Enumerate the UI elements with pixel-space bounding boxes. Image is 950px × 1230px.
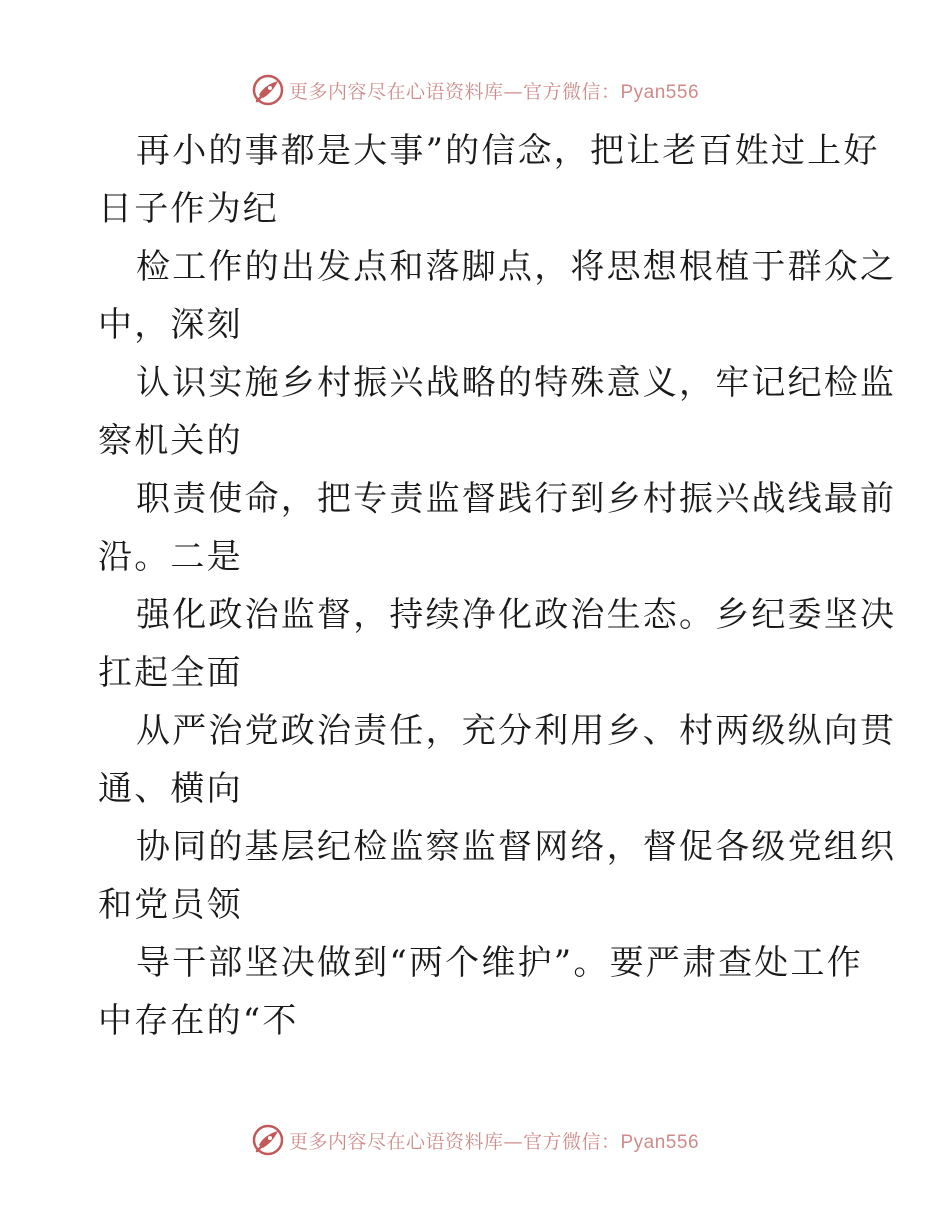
text-line: 沿。二是 — [98, 537, 243, 577]
text-line: 中存在的“不 — [98, 1001, 299, 1041]
watermark-text: 更多内容尽在心语资料库—官方微信：Pyan556 — [288, 1130, 700, 1153]
watermark-text: 更多内容尽在心语资料库—官方微信：Pyan556 — [288, 80, 700, 103]
text-line: 日子作为纪 — [98, 189, 279, 229]
text-line: 通、横向 — [98, 769, 243, 809]
text-line: 职责使命，把专责监督践行到乡村振兴战线最前 — [136, 479, 897, 519]
text-line: 检工作的出发点和落脚点，将思想根植于群众之 — [136, 247, 897, 287]
pen-nib-logo-icon — [251, 1123, 285, 1157]
text-line: 再小的事都是大事”的信念，把让老百姓过上好 — [136, 131, 880, 171]
text-line: 认识实施乡村振兴战略的特殊意义，牢记纪检监 — [136, 363, 897, 403]
text-line: 强化政治监督，持续净化政治生态。乡纪委坚决 — [136, 595, 897, 635]
document-body — [98, 122, 897, 1050]
text-line: 察机关的 — [98, 421, 243, 461]
text-line: 扛起全面 — [98, 653, 243, 693]
watermark-wechat-id: Pyan556 — [620, 81, 700, 103]
header-watermark — [0, 70, 950, 110]
watermark-wechat-id: Pyan556 — [620, 1131, 700, 1153]
text-line: 从严治党政治责任，充分利用乡、村两级纵向贯 — [136, 711, 897, 751]
text-line: 导干部坚决做到“两个维护”。要严肃查处工作 — [136, 943, 863, 983]
text-line: 中，深刻 — [98, 305, 243, 345]
text-line: 和党员领 — [98, 885, 243, 925]
text-line: 协同的基层纪检监察监督网络，督促各级党组织 — [136, 827, 897, 867]
footer-watermark — [0, 1120, 950, 1160]
pen-nib-logo-icon — [251, 73, 285, 107]
